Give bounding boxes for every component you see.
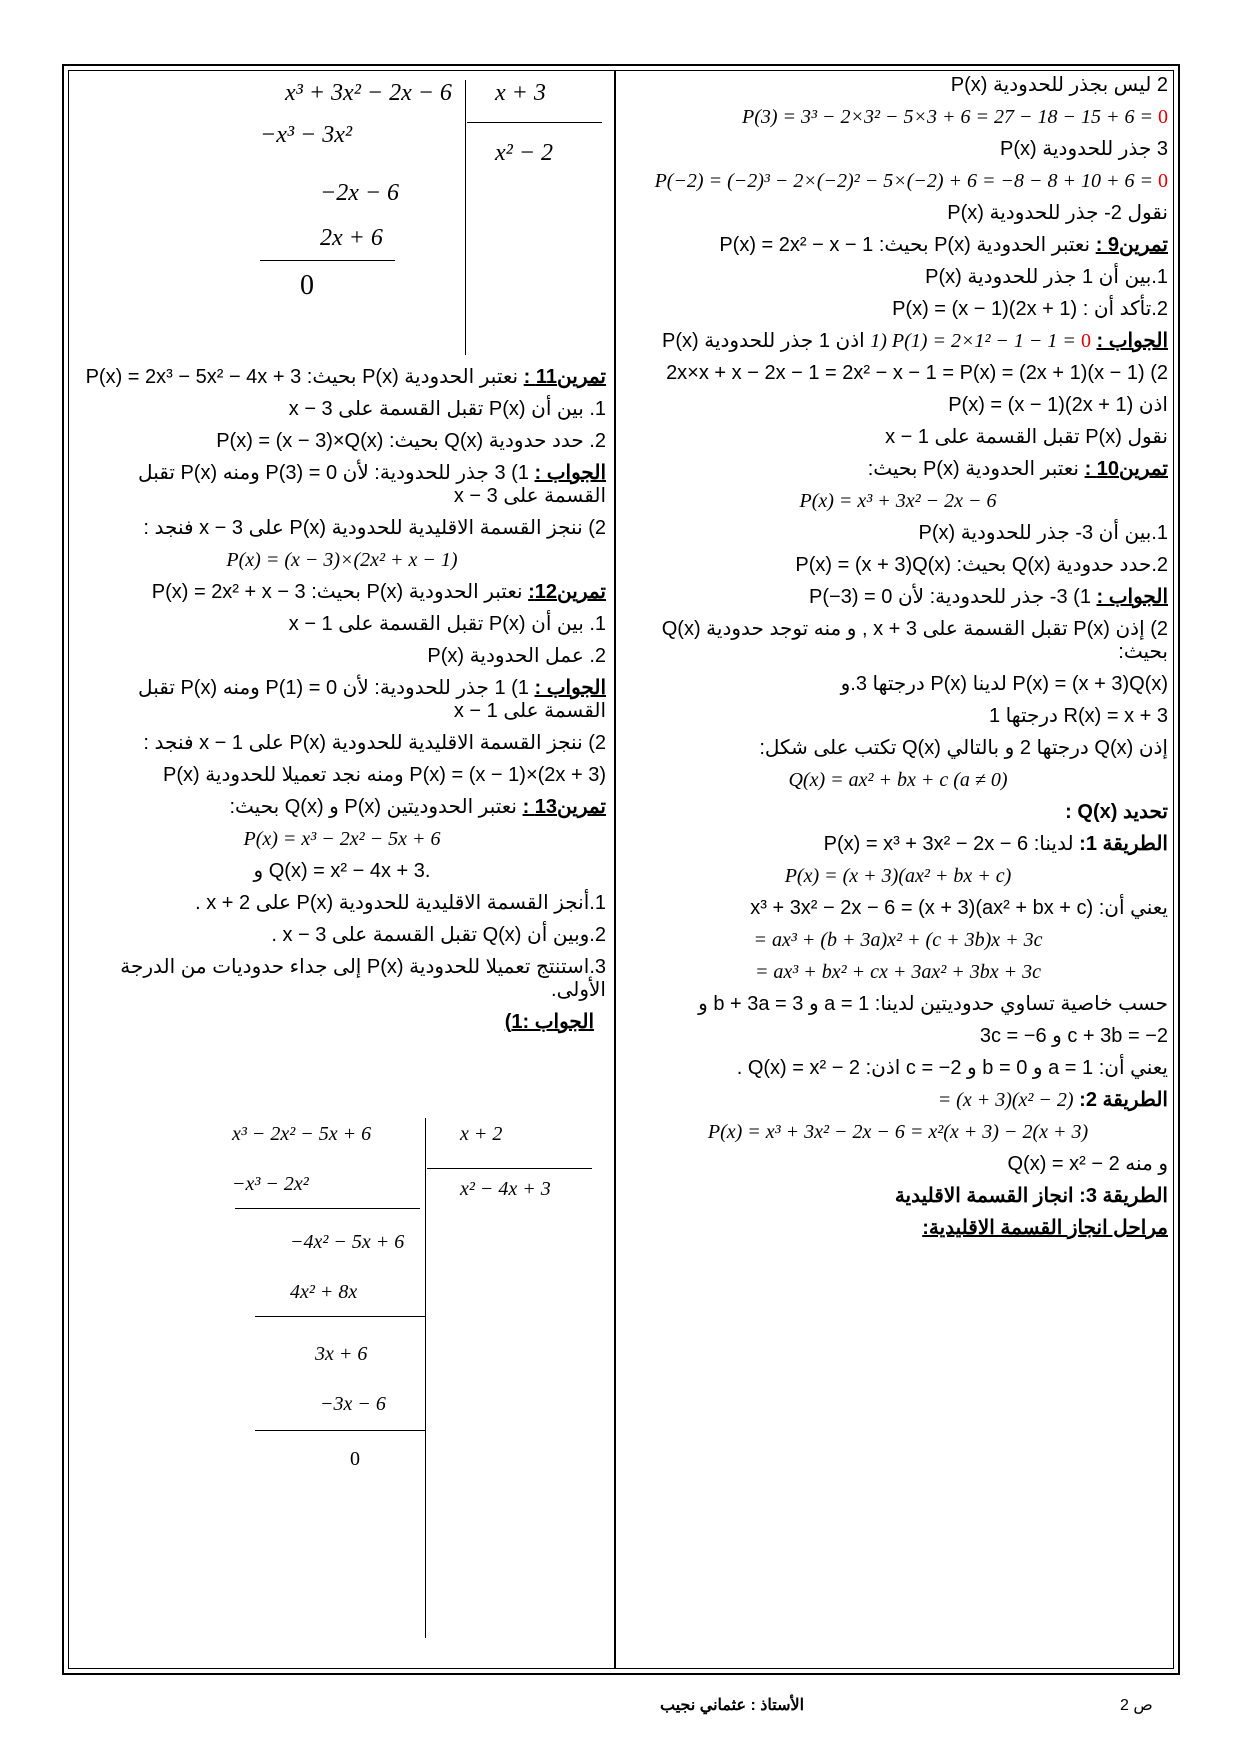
division-block-2 — [210, 1118, 610, 1648]
ex10-q2: 2.حدد حدودية Q(x) بحيث: P(x) = (x + 3)Q(x) — [795, 554, 1168, 576]
method2-title: الطريقة 2: — [1079, 1089, 1168, 1111]
method1-a: لدينا: P(x) = x³ + 3x² − 2x − 6 — [823, 833, 1074, 855]
method3-subtitle: مراحل انجاز القسمة الاقليدية: — [922, 1217, 1168, 1239]
division1-vertical-line — [465, 80, 466, 355]
ex13-p: P(x) = x³ − 2x² − 5x + 6 — [243, 828, 441, 850]
ex10-a5: إذن Q(x) درجتها 2 و بالتالي Q(x) تكتب على شكل: — [759, 737, 1168, 759]
ex10-a1-text: 1) 3- جذر للحدودية: لأن P(−3) = 0 — [809, 586, 1091, 608]
p3-eval: P(3) = 3³ − 2×3² − 5×3 + 6 = 27 − 18 − 15 + 6 = — [742, 106, 1158, 128]
division1-step1: −x³ − 3x² — [260, 122, 353, 148]
ex12-q1: 1. بين أن P(x) تقبل القسمة على x − 1 — [288, 613, 606, 635]
division2-step2: −4x² − 5x + 6 — [290, 1231, 405, 1253]
method2-line1 — [628, 1089, 1168, 1112]
division1-divisor-line — [467, 122, 602, 123]
division1-step3: 2x + 6 — [320, 225, 383, 251]
right-column — [628, 74, 1168, 1249]
ex9-a1-expr: 1) P(1) = 2×1² − 1 − 1 = — [870, 330, 1081, 352]
ex9-a1 — [628, 330, 1168, 353]
line-r3: 3 جذر للحدودية P(x) — [1000, 138, 1168, 160]
ex11-header — [78, 366, 606, 389]
division2-step1: −x³ − 2x² — [232, 1173, 309, 1195]
ex9-a1-zero: 0 — [1080, 330, 1091, 352]
method1-h: يعني أن: a = 1 و b = 0 و c = −2 اذن: Q(x) = x² − 2 . — [736, 1057, 1168, 1079]
ex10-a6: Q(x) = ax² + bx + c (a ≠ 0) — [788, 769, 1008, 791]
ex11-q2: 2. حدد حدودية Q(x) بحيث: P(x) = (x − 3)×Q(x) — [216, 430, 606, 452]
division1-remainder: 0 — [300, 270, 314, 301]
ex10-header — [628, 458, 1168, 481]
ex9-a2: 2) (x − 1)(2x + 1) = 2x×x + x − 2x − 1 = 2x² − x − 1 = P(x) — [666, 362, 1168, 384]
ex13-title: تمرين13 : — [522, 796, 606, 818]
ex9-title: تمرين9 : — [1095, 234, 1168, 256]
ex10-a3: P(x) = (x + 3)Q(x) لدينا P(x) درجتها 3.و — [840, 673, 1168, 695]
ex12-title: تمرين12: — [528, 581, 606, 603]
ex13-q3: 3.استنتج تعميلا للحدودية P(x) إلى جداء حدوديات من الدرجة الأولى. — [120, 956, 606, 1001]
division1-quotient: x² − 2 — [495, 140, 554, 166]
ex10-poly: P(x) = x³ + 3x² − 2x − 6 — [799, 490, 997, 512]
ex9-q2: 2.تأكد أن : P(x) = (x − 1)(2x + 1) — [892, 298, 1168, 320]
pm2-eval: P(−2) = (−2)³ − 2×(−2)² − 5×(−2) + 6 = −8 − 8 + 10 + 6 = — [654, 170, 1158, 192]
ex13-q: و Q(x) = x² − 4x + 3. — [253, 860, 431, 882]
ex10-a2: 2) إذن P(x) تقبل القسمة على x + 3 , و منه توجد حدودية Q(x) بحيث: — [661, 618, 1168, 663]
division2-line-b — [255, 1316, 425, 1317]
ex10-title: تمرين10 : — [1084, 458, 1168, 480]
method1-line1 — [628, 833, 1168, 856]
left-column — [78, 366, 606, 1043]
ex12-answer-label: الجواب : — [534, 677, 606, 699]
method1-d: = ax³ + (b + 3a)x² + (c + 3b)x + 3c — [753, 929, 1043, 951]
ex9-a1-text: اذن 1 جذر للحدودية P(x) — [662, 330, 865, 352]
ex12-a3: P(x) = (x − 1)×(2x + 3) ومنه نجد تعميلا للحدودية P(x) — [162, 764, 606, 786]
line-r4 — [628, 170, 1168, 193]
division2-line-c — [255, 1430, 425, 1431]
division1-dividend: x³ + 3x² − 2x − 6 — [285, 80, 452, 106]
division2-dividend: x³ − 2x² − 5x + 6 — [232, 1123, 372, 1145]
division2-vertical-line — [425, 1118, 426, 1638]
division2-divisor-line — [427, 1168, 592, 1169]
line-r1: 2 ليس بجذر للحدودية P(x) — [950, 74, 1168, 96]
ex9-a3: اذن P(x) = (x − 1)(2x + 1) — [948, 394, 1168, 416]
p3-zero: 0 — [1158, 106, 1168, 128]
ex13-q1: 1.أنجز القسمة الاقليدية للحدودية P(x) على x + 2 . — [195, 892, 606, 914]
ex11-a1-text: 1) 3 جذر للحدودية: لأن P(3) = 0 ومنه P(x) تقبل القسمة على x − 3 — [138, 462, 606, 507]
division-block-1 — [260, 80, 610, 360]
ex9-a1-eval — [870, 330, 1091, 352]
footer-page-number: ص 2 — [1120, 1697, 1153, 1714]
ex11-statement: نعتبر الحدودية P(x) بحيث: P(x) = 2x³ − 5x² − 4x + 3 — [85, 366, 519, 388]
ex13-statement: نعتبر الحدوديتين P(x) و Q(x) بحيث: — [229, 796, 517, 818]
ex11-a2: 2) ننجز القسمة الاقليدية للحدودية P(x) على x − 3 فنجد : — [143, 517, 606, 539]
ex10-determine: تحديد Q(x) : — [1065, 801, 1168, 823]
ex10-a1 — [628, 586, 1168, 609]
method2-a: = (x + 3)(x² − 2) — [937, 1089, 1074, 1111]
footer-author: الأستاذ : عثماني نجيب — [660, 1697, 805, 1714]
ex10-q1: 1.بين أن 3- جذر للحدودية P(x) — [918, 522, 1168, 544]
division2-step5: −3x − 6 — [320, 1393, 386, 1415]
ex12-statement: نعتبر الحدودية P(x) بحيث: P(x) = 2x² + x − 3 — [151, 581, 523, 603]
division2-divisor: x + 2 — [460, 1123, 503, 1145]
method1-g: c + 3b = −2 و 3c = −6 — [979, 1025, 1168, 1047]
method1-b: P(x) = (x + 3)(ax² + bx + c) — [784, 865, 1012, 887]
ex9-a4: نقول P(x) تقبل القسمة على x − 1 — [885, 426, 1168, 448]
ex12-a2: 2) ننجز القسمة الاقليدية للحدودية P(x) على x − 1 فنجد : — [143, 732, 606, 754]
ex11-a3: P(x) = (x − 3)×(2x² + x − 1) — [226, 549, 458, 571]
ex9-header — [628, 234, 1168, 257]
ex11-title: تمرين11 : — [523, 366, 606, 388]
line-r5: نقول 2- جذر للحدودية P(x) — [947, 202, 1168, 224]
division2-line-a — [235, 1208, 420, 1209]
ex10-a4: R(x) = x + 3 درجتها 1 — [989, 705, 1168, 727]
division1-line-a — [260, 260, 395, 261]
method2-c: و منه Q(x) = x² − 2 — [1007, 1153, 1168, 1175]
division2-remainder: 0 — [350, 1448, 360, 1470]
ex9-answer-label: الجواب : — [1096, 330, 1168, 352]
ex12-a1 — [78, 677, 606, 723]
method2-b: P(x) = x³ + 3x² − 2x − 6 = x²(x + 3) − 2(x + 3) — [707, 1121, 1089, 1143]
ex10-answer-label: الجواب : — [1096, 586, 1168, 608]
column-divider — [614, 70, 616, 1669]
method1-e: = ax³ + bx² + cx + 3ax² + 3bx + 3c — [754, 961, 1042, 983]
method1-f: حسب خاصية تساوي حدوديتين لدينا: a = 1 و b + 3a = 3 و — [698, 993, 1168, 1015]
line-r2 — [628, 106, 1168, 129]
ex13-header — [78, 796, 606, 819]
ex13-q2: 2.وبين أن Q(x) تقبل القسمة على x − 3 . — [271, 924, 606, 946]
division2-quotient: x² − 4x + 3 — [460, 1178, 551, 1200]
method3-title: الطريقة 3: انجاز القسمة الاقليدية — [894, 1185, 1168, 1207]
ex11-answer-label: الجواب : — [534, 462, 606, 484]
method1-c: يعني أن: x³ + 3x² − 2x − 6 = (x + 3)(ax² + bx + c) — [750, 897, 1168, 919]
ex9-q1: 1.بين أن 1 جذر للحدودية P(x) — [925, 266, 1168, 288]
ex11-q1: 1. بين أن P(x) تقبل القسمة على x − 3 — [288, 398, 606, 420]
ex9-statement: نعتبر الحدودية P(x) بحيث: P(x) = 2x² − x − 1 — [719, 234, 1091, 256]
ex12-header — [78, 581, 606, 604]
ex12-q2: 2. عمل الحدودية P(x) — [427, 645, 606, 667]
ex12-a1-text: 1) 1 جذر للحدودية: لأن P(1) = 0 ومنه P(x) تقبل القسمة على x − 1 — [138, 677, 606, 722]
division2-step4: 3x + 6 — [315, 1343, 368, 1365]
division1-divisor: x + 3 — [495, 80, 546, 106]
ex13-answer-label: الجواب :1) — [504, 1011, 594, 1033]
ex11-a1 — [78, 462, 606, 508]
ex10-statement: نعتبر الحدودية P(x) بحيث: — [867, 458, 1079, 480]
division1-step2: −2x − 6 — [320, 180, 400, 206]
method1-title: الطريقة 1: — [1079, 833, 1168, 855]
pm2-zero: 0 — [1158, 170, 1168, 192]
division2-step3: 4x² + 8x — [290, 1281, 358, 1303]
